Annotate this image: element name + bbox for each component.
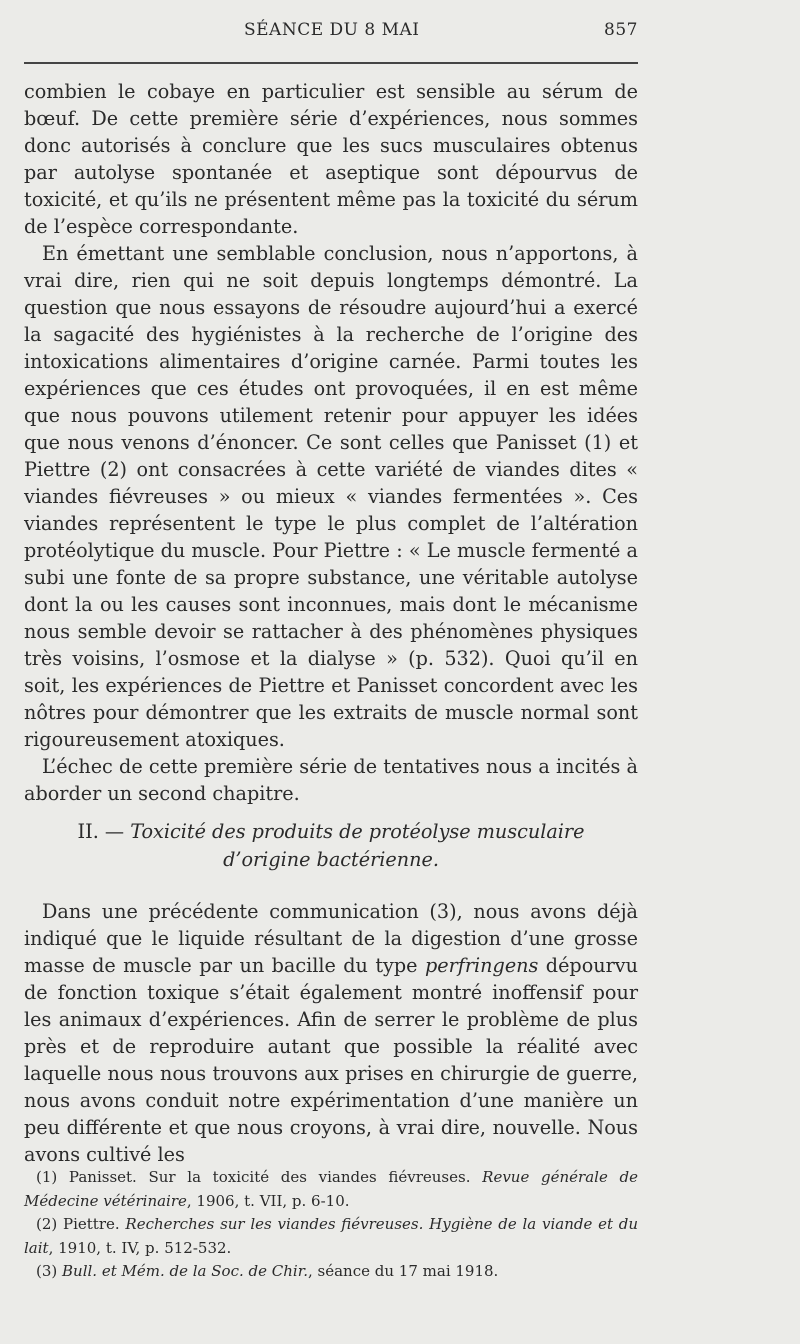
footnote-2 xyxy=(24,1213,638,1260)
paragraph-continuation: combien le cobaye en particulier est sensible au sérum de bœuf. De cette première série d’expériences, nous sommes donc autorisés à conclure que les sucs musculaires obtenus par autolyse spontanée et aseptique sont dépourvus de toxicité, et qu’ils ne présentent même pas la toxicité du sérum de l’espèce correspondante. xyxy=(24,80,638,238)
section-title-part-1: Toxicité des produits de protéolyse musculaire xyxy=(130,820,585,843)
running-head: SÉANCE DU 8 MAI xyxy=(244,20,420,40)
paragraph: L’échec de cette première série de tentatives nous a incités à aborder un second chapitre. xyxy=(24,755,638,805)
header-rule xyxy=(24,62,638,64)
section-number: II. — xyxy=(77,820,125,843)
section-title-part-2: d’origine bactérienne. xyxy=(223,848,439,871)
footnote-1 xyxy=(24,1166,638,1213)
footnote-text: (2) Piettre. xyxy=(36,1215,120,1233)
main-text xyxy=(24,78,638,807)
section-heading-line-2 xyxy=(24,846,638,874)
footnote-text: , séance du 17 mai 1918. xyxy=(308,1262,499,1280)
page-header xyxy=(24,20,638,44)
paragraph xyxy=(24,898,638,1168)
paragraph: En émettant une semblable conclusion, nous n’apportons, à vrai dire, rien qui ne soit depuis longtemps démontré. La question que nous essayons de résoudre aujourd’hui a exercé la sagacité des hygiénistes à la recherche de l’origine des intoxications alimentaires d’origine carnée. Parmi toutes les expériences que ces études ont provoquées, il en est même que nous pouvons utilement retenir pour appuyer les idées que nous venons d’énoncer. Ce sont celles que Panisset (1) et Piettre (2) ont consacrées à cette variété de viandes dites « viandes fiévreuses » ou mieux « viandes fermentées ». Ces viandes représentent le type le plus complet de l’altération protéolytique du muscle. Pour Piettre : « Le muscle fermenté a subi une fonte de sa propre substance, une véritable autolyse dont la ou les causes sont inconnues, mais dont le mécanisme nous semble devoir se rattacher à des phénomènes physiques très voisins, l’osmose et la dialyse » (p. 532). Quoi qu’il en soit, les expériences de Piettre et Panisset concordent avec les nôtres pour démontrer que les extraits de muscle normal sont rigoureusement atoxiques. xyxy=(24,242,638,751)
section-text xyxy=(24,898,638,1168)
footnote-source-title: Recherches sur les viandes fiévreuses. Hygiène de la viande et du lait xyxy=(24,1215,639,1257)
section-heading xyxy=(24,818,638,874)
section-heading-line-1 xyxy=(24,818,638,846)
page-number: 857 xyxy=(604,20,638,40)
footnotes xyxy=(24,1166,638,1284)
footnote-text: (1) Panisset. Sur la toxicité des viandes fiévreuses. xyxy=(36,1168,471,1186)
text-run: dépourvu de fonction toxique s’était également montré inoffensif pour les animaux d’expériences. Afin de serrer le problème de plus près et de reproduire autant que possible la réalité avec laquelle nous nous trouvons aux prises en chirurgie de guerre, nous avons conduit notre expérimentation d’une manière un peu différente et que nous croyons, à vrai dire, nouvelle. Nous avons cultivé les xyxy=(24,954,638,1166)
text-run: Dans une précédente communication (3), nous avons déjà indiqué que le liquide résultant de la digestion d’une grosse masse de muscle par un bacille du type xyxy=(24,900,638,977)
footnote-source-title: Revue générale de Médecine vétérinaire xyxy=(24,1168,638,1210)
footnote-text: , 1910, t. IV, p. 512-532. xyxy=(48,1238,232,1257)
footnote-3 xyxy=(24,1260,638,1284)
species-name: perfringens xyxy=(424,954,539,977)
footnote-text: (3) xyxy=(36,1262,58,1280)
footnote-text: , 1906, t. VII, p. 6-10. xyxy=(186,1191,350,1210)
footnote-source-title: Bull. et Mém. de la Soc. de Chir. xyxy=(62,1262,308,1280)
